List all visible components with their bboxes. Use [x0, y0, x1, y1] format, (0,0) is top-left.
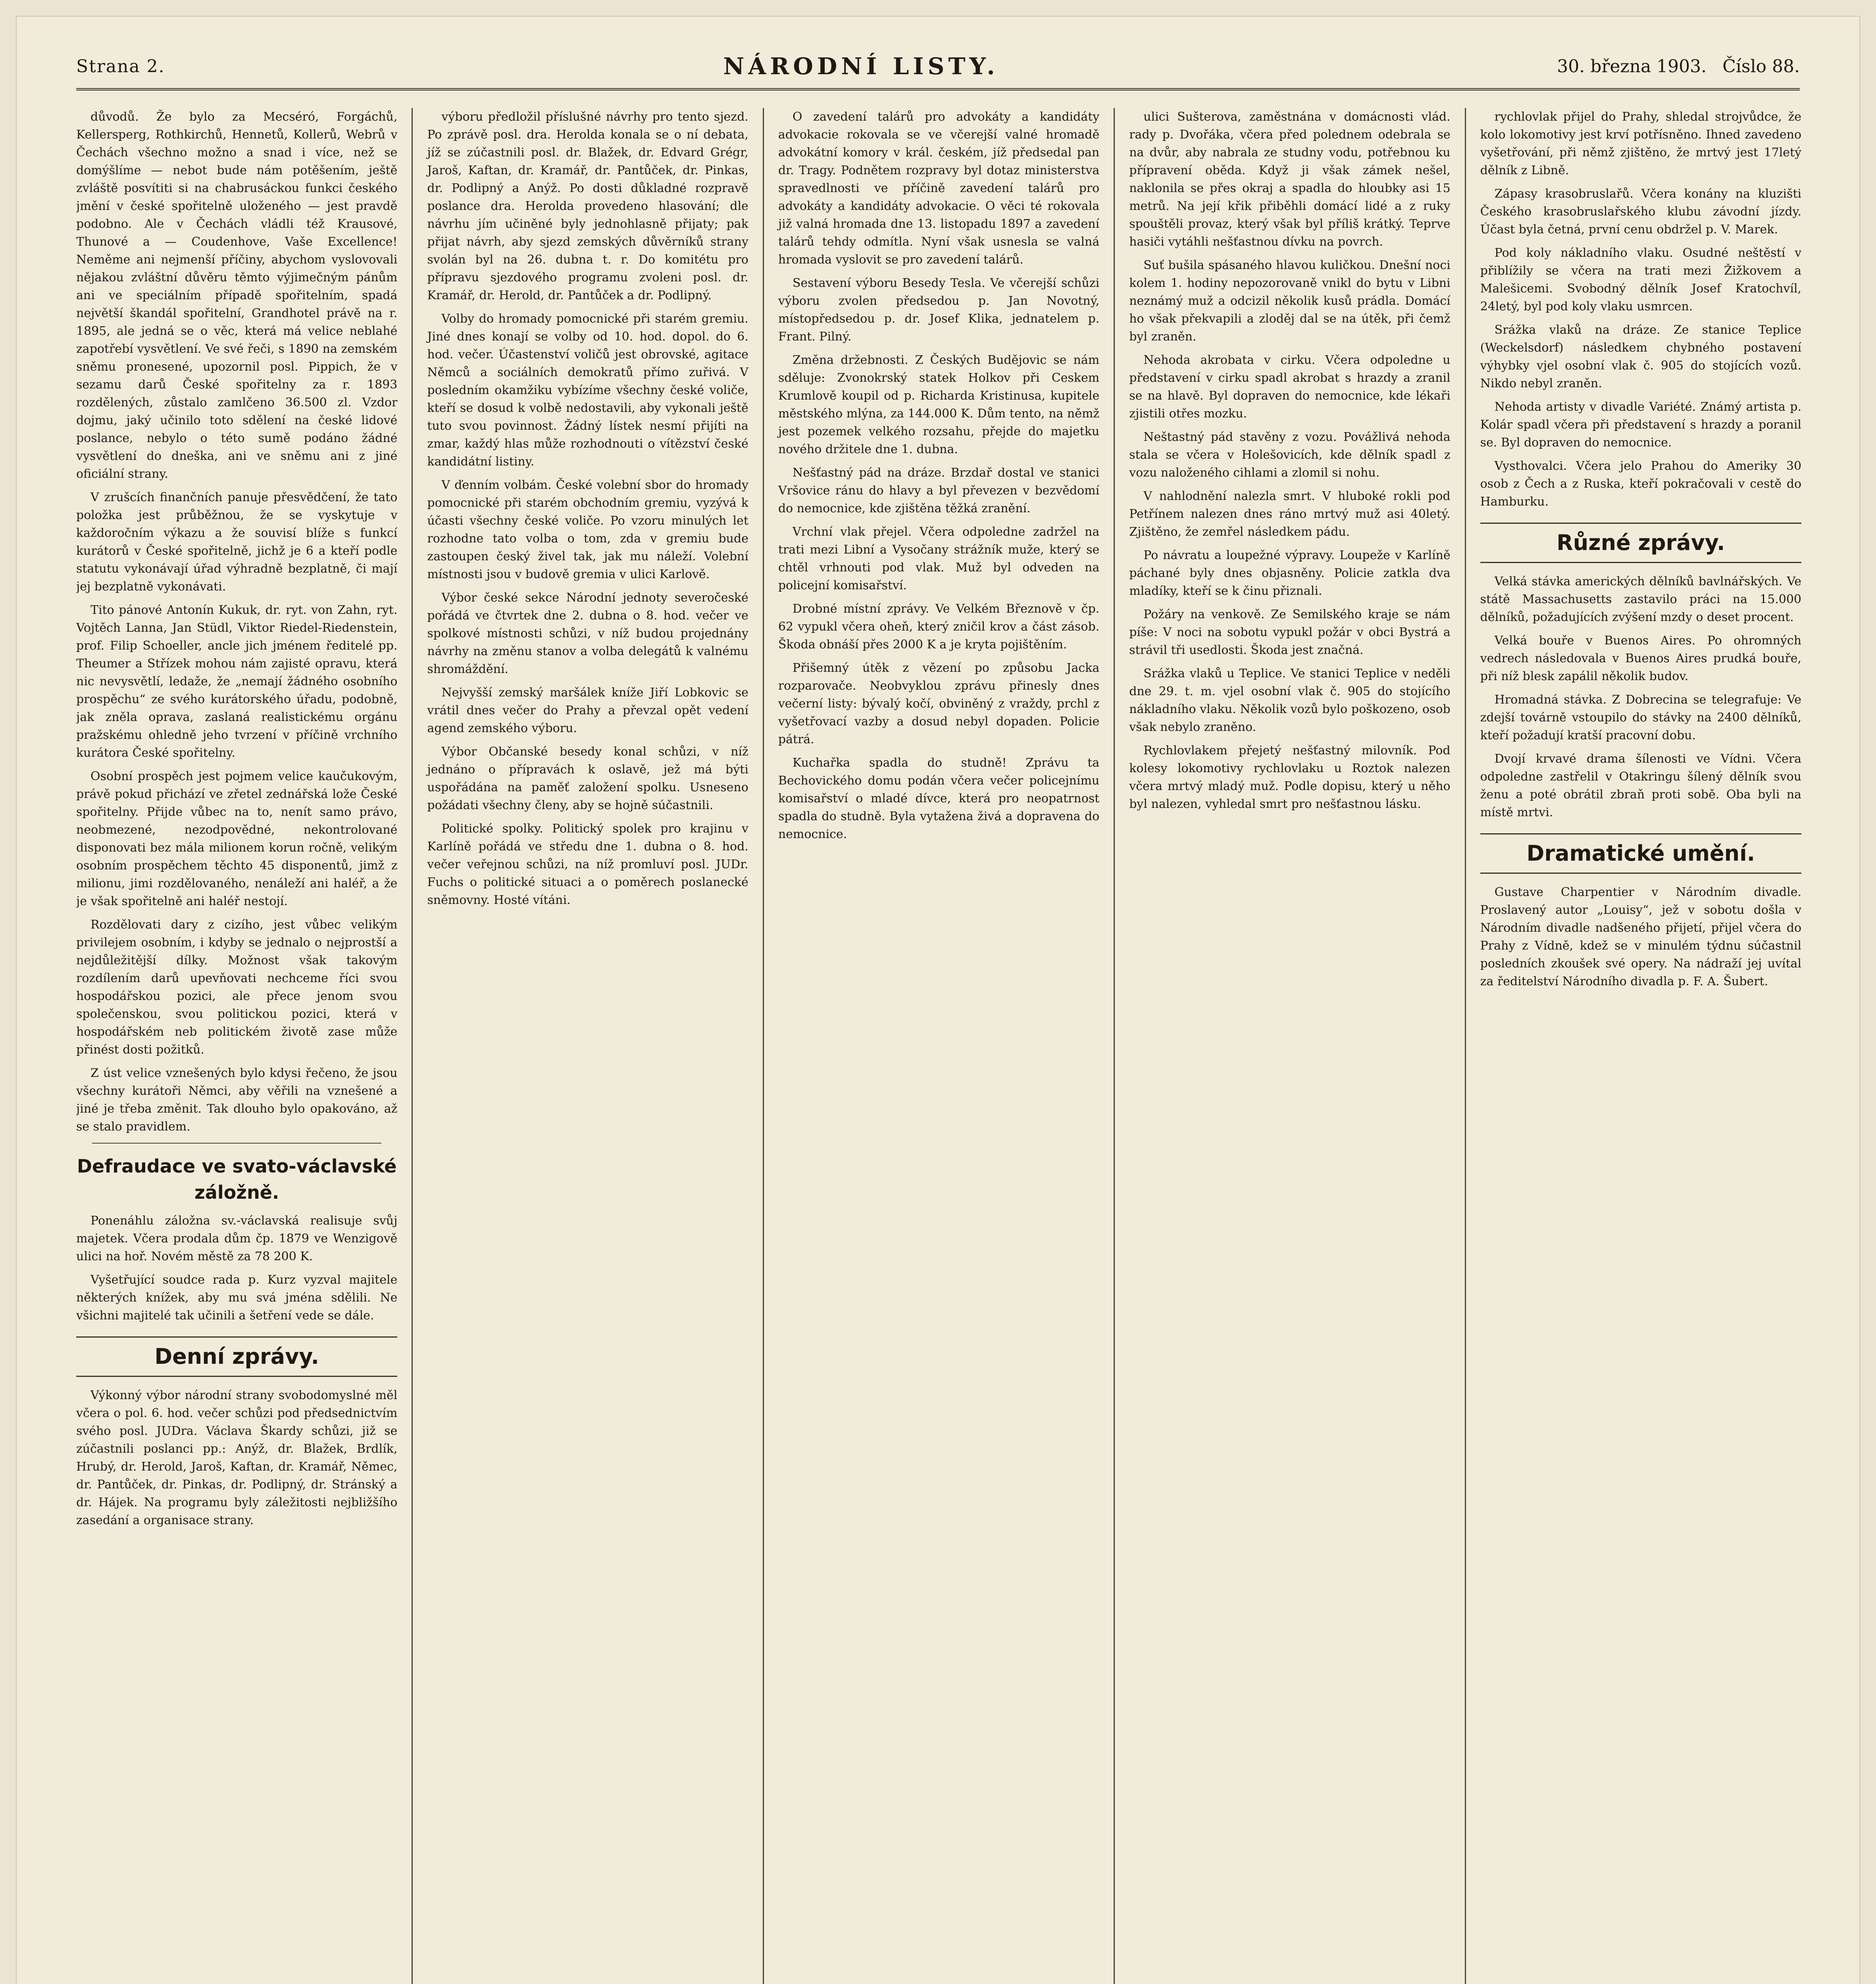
paragraph: Po návratu a loupežné výpravy. Loupeže v Karlíně páchané byly dnes objasněny. Policie zatkla dva mladíky, kteří se k činu přiznali. — [1129, 548, 1451, 598]
paragraph: Pod koly nákladního vlaku. Osudné neštěstí v přiblížily se včera na trati mezi Žižkovem a Malešicemi. Svobodný dělník Josef Kratochvíl, 24letý, byl pod koly vlaku usmrcen. — [1480, 246, 1802, 313]
paragraph: Tito pánové Antonín Kukuk, dr. ryt. von Zahn, ryt. Vojtěch Lanna, Jan Stüdl, Viktor Riedel-Riedenstein, prof. Filip Schoeller, ancle jich jménem ředitelé pp. Theumer a Střízek mohou nám zajisté opravu, která nic nevysvětlí, ledaže, že „nemají žádného osobního prospěchu“ ze svého kurátorského úřadu, podobně, jak zněla oprava, zaslaná realistickému orgánu pražskému ohledně jeho tvrzení v příčině vrchního kurátora České spořitelny. — [76, 603, 398, 760]
paragraph: Vysthovalci. Včera jelo Prahou do Ameriky 30 osob z Čech a z Ruska, kteří pokračovali v cestě do Hamburku. — [1480, 459, 1802, 509]
columns — [76, 108, 1816, 1984]
article-title: Defraudace ve svato-václavské — [77, 1155, 397, 1177]
paragraph: V zrušcích finančních panuje přesvědčení, že tato položka jest průběžnou, že se vyskytuje v každoročním výkazu a že souvisí blíže s funkcí kurátorů v České spořitelně, jichž je 6 a kteří podle statutu vykonávají úřad výhradně bezplatně, či mají jej bezplatně vykonávati. — [76, 490, 398, 594]
paragraph: Vyšetřující soudce rada p. Kurz vyzval majitele některých knížek, aby mu svá jména sdělili. Ne všichni majitelé tak učinili a šetření vede se dále. — [76, 1273, 398, 1323]
page-number: Strana 2. — [76, 56, 165, 77]
paragraph: Přišemný útěk z vězení po způsobu Jacka rozparovače. Neobvyklou zprávu přinesly dnes večerní listy: bývalý kočí, obviněný z vraždy, prchl z vyšetřovací vazby a dosud nebyl dopaden. Policie pátrá. — [778, 661, 1100, 746]
paragraph: Výbor Občanské besedy konal schůzi, v níž jednáno o přípravách k oslavě, jež má býti uspořádána na paměť založení spolku. Usneseno požádati všechny členy, aby se hojně súčastnili. — [427, 745, 748, 812]
paragraph: důvodů. Že bylo za Mecséró, Forgáchů, Kellersperg, Rothkirchů, Hennetů, Kollerů, Webrů v Čechách všechno možno a snad i více, než se domýšlíme — nebot bude nám potěšením, ještě zvláště posvítiti si na chabrusáckou funkci českého jmění v české spořitelně uloženého — jest pravdě podobno. Ale v Čechách vládli též Krausové, Thunové a — Coudenhove, Vaše Excellence! Neměme ani nejmenší příčiny, abychom vyslovovali nějakou zvláštní důvěru těmto výjimečným pánům ani ve speciálním případě spořitelním, spadá největší škandál spořitelní, Grandhotel právě na r. 1895, ale jedná se o věc, která má velice neblahé zapotřebí vysvětlení. Ve své řeči, s 1890 na zemském sněmu pronesené, upozornil posl. Pippich, že v sezamu darů České spořitelny za r. 1893 rozdělených, zůstalo zamlčeno 36.500 zl. Vzdor dojmu, jaký učinilo toto sdělení na české lidové poslance, nebylo o této sumě podáno žádné vysvětlení do dneška, ani ve sněmu ani z jiné oficiální strany. — [76, 110, 398, 481]
paragraph: rychlovlak přijel do Prahy, shledal strojvůdce, že kolo lokomotivy jest krví potřísněno. Ihned zavedeno vyšetřování, při němž zjištěno, že mrtvý jest 17letý dělník z Libně. — [1480, 110, 1802, 177]
section-heading: Různé zprávy. — [1480, 523, 1801, 563]
paragraph: O zavedení talárů pro advokáty a kandidáty advokacie rokovala se ve včerejší valné hromadě advokátní komory v král. českém, jíž předsedal pan dr. Tragy. Podnětem rozpravy byl dotaz ministerstva spravedlnosti ve příčině zavedení talárů pro advokáty a kandidáty advokacie. O věci té rokovala již valná hromada dne 13. listopadu 1897 a zavedení talárů tehdy odmítla. Nyní však usnesla se valná hromada vyslovit se pro zavedení talárů. — [778, 110, 1100, 267]
paragraph: Vrchní vlak přejel. Včera odpoledne zadržel na trati mezi Libní a Vysočany strážník muže, který se chtěl vrhnouti pod vlak. Muž byl odveden na policejní komisařství. — [778, 525, 1100, 592]
paragraph: Suť bušila spásaného hlavou kuličkou. Dnešní noci kolem 1. hodiny nepozorovaně vnikl do bytu v Libni neznámý muž a odcizil několik kusů prádla. Domácí ho však překvapili a zloděj dal se na útěk, při čemž byl zraněn. — [1129, 258, 1451, 344]
article-subtitle: záložně. — [194, 1182, 279, 1203]
paragraph: Výkonný výbor národní strany svobodomyslné měl včera o pol. 6. hod. večer schůzi pod předsednictvím svého posl. JUDra. Václava Škardy schůzi, již se zúčastnili poslanci pp.: Anýž, dr. Blažek, Brdlík, Hrubý, dr. Herold, Jaroš, Kaftan, dr. Kramář, Němec, dr. Pantůček, dr. Pinkas, dr. Podlipný, dr. Stránský a dr. Hájek. Na programu byly záležitosti nejbližšího zasedání a organisace strany. — [76, 1388, 398, 1527]
paragraph: Politické spolky. Politický spolek pro krajinu v Karlíně pořádá ve středu dne 1. dubna o 8. hod. večer veřejnou schůzi, na níž promluví posl. JUDr. Fuchs o politické situaci a o poměrech poslanecké sněmovny. Hosté vítáni. — [427, 822, 748, 907]
paragraph: Sestavení výboru Besedy Tesla. Ve včerejší schůzi výboru zvolen předsedou p. Jan Novotný, místopředsedou p. dr. Josef Klika, jednatelem p. Frant. Pilný. — [778, 276, 1100, 344]
column-2 — [412, 108, 762, 1984]
paragraph: výboru předložil příslušné návrhy pro tento sjezd. Po zprávě posl. dra. Herolda konala se o ní debata, jíž se zúčastnili posl. dr. Blažek, dr. Edvard Grégr, Jaroš, Kaftan, dr. Kramář, dr. Pantůček, dr. Pinkas, dr. Podlipný a Anýž. Po dosti důkladné rozpravě poslance dra. Herolda provedeno hlasování; dle návrhu jím učiněné byly jednohlasně přijaty; pak přijat návrh, aby sjezd zemských důvěrníků strany svolán byl na 26. dubna t. r. Do komitétu pro přípravu sjezdového programu zvoleni posl. dr. Kramář, dr. Herold, dr. Pantůček a dr. Podlipný. — [427, 110, 748, 302]
paragraph: Gustave Charpentier v Národním divadle. Proslavený autor „Louisy“, jež v sobotu došla v Národním divadle nadšeného přijetí, přijel včera do Prahy z Vídně, kdež se v minulém týdnu súčastnil posledních zkoušek své opery. Na nádraží jej uvítal za ředitelství Národního divadla p. F. A. Šubert. — [1480, 885, 1802, 988]
paragraph: Velká stávka amerických dělníků bavlnářských. Ve státě Massachusetts zastavilo práci na 15.000 dělníků, požadujících zvýšení mzdy o deset procent. — [1480, 575, 1802, 624]
paragraph: Změna držebnosti. Z Českých Budějovic se nám sděluje: Zvonokrský statek Holkov při Ceskem Krumlově koupil od p. Richarda Kristinusa, kupitele městského mlýna, za 144.000 K. Dům tento, na němž jest pozemek velkého rozsahu, přejde do majetku nového držitele dne 1. dubna. — [778, 353, 1100, 456]
issue-number: Číslo 88. — [1722, 56, 1800, 77]
paragraph: Ponenáhlu záložna sv.-václavská realisuje svůj majetek. Včera prodala dům čp. 1879 ve Wenzigově ulici na hoř. Novém městě za 78 200 K. — [76, 1214, 398, 1263]
masthead-right — [1557, 56, 1800, 77]
paragraph: V nahlodnění nalezla smrt. V hluboké rokli pod Petřínem nalezen dnes ráno mrtvý muž asi 40letý. Zjištěno, že zemřel následkem pádu. — [1129, 489, 1451, 539]
paragraph: Výbor české sekce Národní jednoty severočeské pořádá ve čtvrtek dne 2. dubna o 8. hod. večer ve spolkové místnosti schůzi, v níž budou projednány návrhy na změnu stanov a volba delegátů k valnému shromáždění. — [427, 591, 748, 676]
paragraph: Srážka vlaků na dráze. Ze stanice Teplice (Weckelsdorf) následkem chybného postavení výhybky vjel osobní vlak č. 905 do stojících vozů. Nikdo nebyl zraněn. — [1480, 323, 1802, 390]
paragraph: Zápasy krasobruslařů. Včera konány na kluzišti Českého krasobruslařského klubu závodní jízdy. Účast byla četná, první cenu obdržel p. V. Marek. — [1480, 187, 1802, 236]
column-4 — [1114, 108, 1464, 1984]
masthead — [76, 44, 1800, 90]
paragraph: ulici Sušterova, zaměstnána v domácnosti vlád. rady p. Dvořáka, včera před polednem odebrala se na dvůr, aby nabrala ze studny vodu, potřebnou ku přípravení oběda. Když ji však zámek nešel, naklonila se přes okraj a spadla do hloubky asi 15 metrů. Na její křik přiběhli domácí lidé a z ruky spouštěli provaz, který však byl příliš krátký. Teprve hasiči vytáhli nešťastnou dívku na povrch. — [1129, 110, 1451, 249]
paragraph: Dvojí krvavé drama šílenosti ve Vídni. Včera odpoledne zastřelil v Otakringu šílený dělník svou ženu a poté obrátil zbraň proti sobě. Oba byli na místě mrtvi. — [1480, 752, 1802, 819]
column-5 — [1465, 108, 1816, 1984]
paragraph: Hromadná stávka. Z Dobrecina se telegrafuje: Ve zdejší továrně vstoupilo do stávky na 2400 dělníků, kteří požadují kratší pracovní dobu. — [1480, 693, 1802, 742]
paragraph: Osobní prospěch jest pojmem velice kaučukovým, právě pokud přichází ve zřetel zednářská lože České spořitelny. Přijde vůbec na to, nenít samo právo, neobmezené, nezodpovědné, nekontrolované disponovati bez mála milionem korun ročně, velikým osobním prospěchem těchto 45 disponentů, jimž z milionu, jimi rozdělovaného, nenáleží ani haléř, a že je však spořitelně ani haléř nestojí. — [76, 769, 398, 908]
paragraph: Neštastný pád stavěny z vozu. Povážlivá nehoda stala se včera v Holešovicích, kde dělník spadl z vozu naloženého cihlami a zlomil si nohu. — [1129, 430, 1451, 480]
paragraph: Nejvyšší zemský maršálek kníže Jiří Lobkovic se vrátil dnes večer do Prahy a převzal opět vedení agend zemského výboru. — [427, 686, 748, 735]
paragraph: Z úst velice vznešených bylo kdysi řečeno, že jsou všechny kurátoři Němci, aby věřili na vznešené a jiné je třeba změnit. Tak dlouho bylo opakováno, až se stalo pravidlem. — [76, 1066, 398, 1134]
issue-date: 30. března 1903. — [1557, 56, 1707, 77]
column-3 — [763, 108, 1114, 1984]
newspaper-title: NÁRODNÍ LISTY. — [723, 53, 999, 80]
column-1 — [76, 108, 412, 1984]
newspaper-page — [16, 16, 1860, 1984]
paragraph: Volby do hromady pomocnické při starém gremiu. Jiné dnes konají se volby od 10. hod. dopol. do 6. hod. večer. Účastenství voličů jest obrovské, agitace Němců a sociálních demokratů přímo zuřivá. V posledním okamžiku vybízíme všechny české voliče, kteří se dosud k volbě nedostavili, aby vykonali ještě tuto svou povinnost. Žádný lístek nesmí přijíti na zmar, každý hlas může rozhodnouti o vítězství české kandidátní listiny. — [427, 312, 748, 469]
paragraph: Velká bouře v Buenos Aires. Po ohromných vedrech následovala v Buenos Aires prudká bouře, při níž blesk zapálil několik budov. — [1480, 634, 1802, 683]
section-heading: Denní zprávy. — [76, 1336, 397, 1377]
paragraph: Srážka vlaků u Teplice. Ve stanici Teplice v neděli dne 29. t. m. vjel osobní vlak č. 905 do stojícího nákladního vlaku. Několik vozů bylo poškozeno, osob však nebylo zraněno. — [1129, 667, 1451, 734]
paragraph: Nehoda akrobata v cirku. Včera odpoledne u představení v cirku spadl akrobat s hrazdy a zranil se na hlavě. Byl dopraven do nemocnice, kde lékaři zjistili otřes mozku. — [1129, 353, 1451, 421]
paragraph: Požáry na venkově. Ze Semilského kraje se nám píše: V noci na sobotu vypukl požár v obci Bystrá a strávil tři usedlosti. Škoda jest značná. — [1129, 608, 1451, 657]
paragraph: Nešťastný pád na dráze. Brzdař dostal ve stanici Vršovice ránu do hlavy a byl převezen v bezvědomí do nemocnice, kde zjištěna těžká zranění. — [778, 466, 1100, 515]
paragraph: Rozdělovati dary z cizího, jest vůbec velikým privilejem osobním, i kdyby se jednalo o nejprostší a nejdůležitější dílky. Možnost však takovým rozdílením darů upevňovati nechceme říci svou hospodářskou pozici, ale přece jenom svou společenskou, svou politickou pozici, která v hospodářském neb politickém životě zase může přinést dosti požitků. — [76, 918, 398, 1057]
paragraph: Rychlovlakem přejetý nešťastný milovník. Pod kolesy lokomotivy rychlovlaku u Roztok nalezen včera mrtvý mladý muž. Podle dopisu, který u něho byl nalezen, vyhledal smrt pro nešťastnou lásku. — [1129, 744, 1451, 811]
paragraph: Nehoda artisty v divadle Variété. Známý artista p. Kolár spadl včera při představení s hrazdy a poranil se. Byl dopraven do nemocnice. — [1480, 400, 1802, 450]
paragraph: V ďenním volbám. České volební sbor do hromady pomocnické při starém obchodním gremiu, vyzývá k účasti všechny české voliče. Po vzoru minulých let rozhodne tato volba o tom, zda v gremiu bude zastoupen český živel tak, jak mu náleží. Volební místnosti jsou v budově gremia v ulici Karlově. — [427, 478, 748, 581]
paragraph: Drobné místní zprávy. Ve Velkém Březnově v čp. 62 vypukl včera oheň, který zničil krov a část zásob. Škoda obnáší přes 2000 K a je kryta pojištěním. — [778, 602, 1100, 652]
divider — [92, 1143, 381, 1144]
section-heading: Dramatické umění. — [1480, 833, 1801, 874]
paragraph: Kuchařka spadla do studně! Zprávu ta Bechovického domu podán včera večer policejnímu komisařství o mladé dívce, která pro neopatrnost spadla do studně. Byla vytažena živá a dopravena do nemocnice. — [778, 756, 1100, 841]
